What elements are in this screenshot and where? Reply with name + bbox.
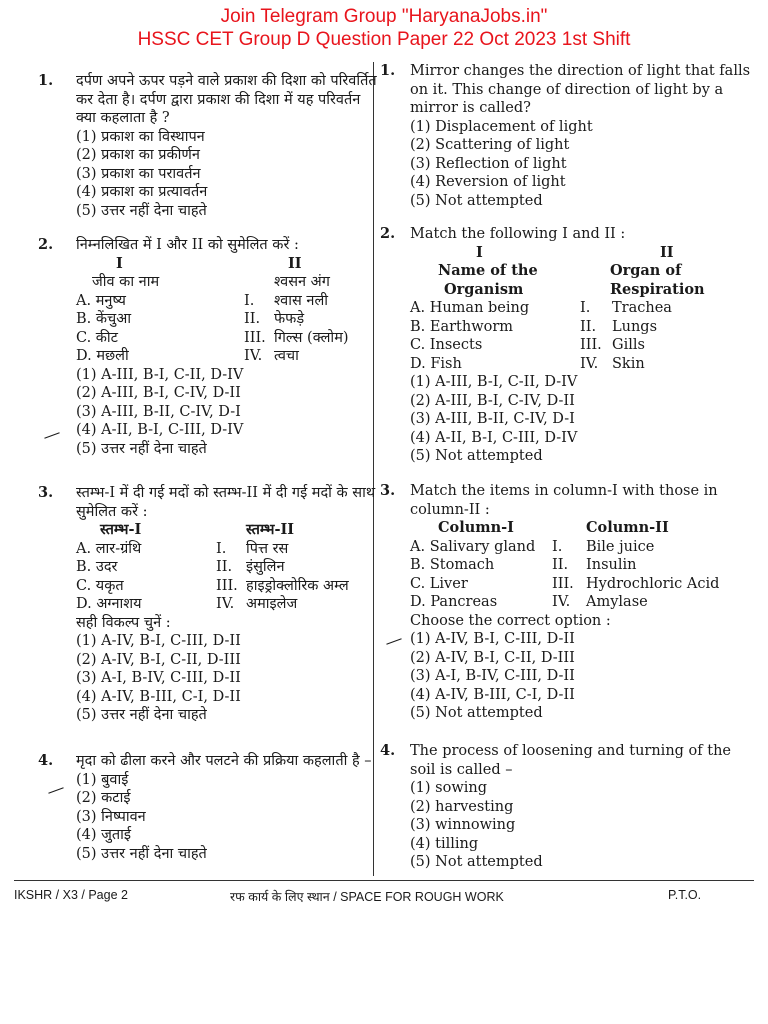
question-number: 2. [38,236,54,253]
question-number: 3. [380,482,396,499]
option: (2) A-IV, B-I, C-II, D-III [410,649,575,666]
match-row [76,540,376,559]
item-value: Skin [612,355,645,372]
option: (2) harvesting [410,798,514,815]
match-row [76,577,376,596]
item-label: C. कीट [76,329,118,346]
option: (2) A-III, B-I, C-IV, D-II [410,392,575,409]
question-number: 2. [380,225,396,242]
column-heading: स्तम्भ-II [246,521,295,538]
item-numeral: II. [244,311,261,327]
option: (5) उत्तर नहीं देना चाहते [76,845,207,862]
item-label: C. यकृत [76,577,124,594]
option: (1) sowing [410,780,487,796]
option: (5) Not attempted [410,448,543,464]
option: (5) उत्तर नहीं देना चाहते [76,440,207,457]
item-numeral: III. [216,577,238,594]
column-heading: I [116,254,123,272]
page-footer-code: IKSHR / X3 / Page 2 [14,888,128,902]
option: (4) A-IV, B-III, C-I, D-II [410,686,575,703]
match-row [76,595,376,614]
match-row [410,593,710,612]
option: (1) A-IV, B-I, C-III, D-II [76,633,241,649]
question-text: column-II : [410,501,490,518]
option: (3) winnowing [410,817,516,833]
item-label: A. Human being [410,300,530,316]
rough-work-label: रफ कार्य के लिए स्थान / SPACE FOR ROUGH WORK [230,890,504,904]
item-numeral: II. [580,318,597,335]
option: (4) प्रकाश का प्रत्यावर्तन [76,184,208,200]
question-text: mirror is called? [410,100,531,116]
item-label: D. Fish [410,355,462,372]
match-row [410,318,710,337]
column-heading: Organ of [610,262,682,279]
question-text: soil is called – [410,761,513,778]
item-numeral: III. [552,575,574,592]
item-numeral: IV. [244,348,263,364]
item-label: B. Earthworm [410,318,514,335]
option: (4) Reversion of light [410,174,566,190]
question-text: on it. This change of direction of light by a [410,81,724,98]
item-value: इंसुलिन [246,559,285,575]
option: (4) A-IV, B-III, C-I, D-II [76,688,241,705]
match-row [76,558,376,577]
question-number: 1. [38,72,54,89]
item-numeral: IV. [216,596,235,612]
question-text: Mirror changes the direction of light that falls [410,63,751,79]
item-label: A. लार-ग्रंथि [76,540,142,557]
item-value: Amylase [586,594,648,610]
option: (1) बुवाई [76,771,129,788]
item-value: हाइड्रोक्लोरिक अम्ल [246,577,349,594]
option: (1) A-III, B-I, C-II, D-IV [410,374,578,390]
column-heading: स्तम्भ-I [100,521,142,538]
item-value: श्वास नली [274,292,329,309]
item-value: अमाइलेज [246,596,298,612]
column-heading: श्वसन अंग [274,274,330,290]
option: (5) Not attempted [410,854,543,870]
item-value: Lungs [612,318,658,335]
item-value: पित्त रस [246,540,289,557]
option: (1) A-IV, B-I, C-III, D-II [410,631,575,647]
question-text: क्या कहलाता है ? [76,110,170,126]
option: (2) A-III, B-I, C-IV, D-II [76,385,241,401]
column-heading: I [476,243,483,261]
item-numeral: I. [244,292,255,309]
telegram-banner: Join Telegram Group "HaryanaJobs.in" [220,6,548,27]
item-value: Insulin [586,557,637,573]
item-numeral: II. [216,559,233,575]
question-number: 4. [38,752,54,769]
handwritten-tick-mark [386,638,401,644]
match-subheader [410,262,710,281]
match-row [410,556,710,575]
paper-title-banner: HSSC CET Group D Question Paper 22 Oct 2023 1st Shift [137,29,631,50]
pto-label: P.T.O. [668,888,702,902]
match-header [410,519,710,538]
match-header [410,244,710,263]
item-numeral: IV. [552,594,571,610]
question-text: दर्पण अपने ऊपर पड़ने वाले प्रकाश की दिशा को परिवर्तित [76,73,377,89]
item-label: D. मछली [76,348,129,364]
choose-prompt: Choose the correct option : [410,612,611,629]
footer-rule [14,880,754,881]
option: (3) A-I, B-IV, C-III, D-II [76,670,241,686]
match-subheader [410,281,710,300]
question-text: The process of loosening and turning of the [410,743,731,759]
item-label: B. केंचुआ [76,311,132,327]
item-label: C. Insects [410,337,483,353]
column-heading: II [288,254,302,272]
handwritten-tick-mark [48,787,63,793]
match-row [410,336,710,355]
match-row [76,329,376,348]
item-numeral: III. [580,337,602,353]
item-numeral: I. [552,538,563,555]
option: (3) Reflection of light [410,155,567,172]
handwritten-tick-mark [44,432,59,438]
option: (3) A-III, B-II, C-IV, D-I [410,411,575,427]
question-text: निम्नलिखित में I और II को सुमेलित करें : [76,237,299,253]
match-row [76,347,376,366]
column-heading: Name of the [438,262,538,279]
question-text: Match the items in column-I with those in [410,483,718,499]
item-label: A. मनुष्य [76,292,126,309]
question-text: मृदा को ढीला करने और पलटने की प्रक्रिया कहलाती है – [76,753,372,769]
column-heading: II [660,243,674,261]
option: (2) A-IV, B-I, C-II, D-III [76,651,241,668]
option: (5) उत्तर नहीं देना चाहते [76,707,207,723]
option: (4) A-II, B-I, C-III, D-IV [76,422,244,438]
column-heading: Column-II [586,519,669,536]
option: (2) कटाई [76,790,131,806]
question-text: सुमेलित करें : [76,503,148,520]
item-label: D. अग्नाशय [76,596,142,612]
match-row [76,310,376,329]
option: (3) निष्पावन [76,808,146,825]
item-value: फेफड़े [274,311,305,327]
match-row [410,299,710,318]
item-numeral: III. [244,329,266,346]
match-row [410,575,720,594]
option: (3) A-I, B-IV, C-III, D-II [410,668,575,684]
item-value: Bile juice [586,538,655,555]
option: (4) tilling [410,835,479,852]
option: (2) Scattering of light [410,137,570,153]
option: (3) A-III, B-II, C-IV, D-I [76,403,241,420]
option: (2) प्रकाश का प्रकीर्णन [76,147,200,163]
item-numeral: II. [552,557,569,573]
option: (1) A-III, B-I, C-II, D-IV [76,366,244,383]
item-label: B. Stomach [410,557,495,573]
option: (1) Displacement of light [410,118,593,135]
column-heading: जीव का नाम [92,274,160,290]
column-heading: Respiration [610,280,705,298]
option: (5) उत्तर नहीं देना चाहते [76,202,207,219]
item-label: D. Pancreas [410,594,498,610]
item-label: C. Liver [410,575,468,592]
match-row [410,355,710,374]
match-header [76,521,376,540]
question-number: 4. [380,742,396,759]
item-label: A. Salivary gland [410,538,536,555]
question-number: 1. [380,62,396,79]
question-text: कर देता है। दर्पण द्वारा प्रकाश की दिशा में यह परिवर्तन [76,91,361,108]
match-header [76,255,376,274]
column-heading: Organism [444,280,524,298]
match-row [410,538,710,557]
option: (5) Not attempted [410,705,543,721]
item-numeral: IV. [580,355,599,372]
option: (4) जुताई [76,827,132,843]
item-value: Gills [612,337,645,353]
item-label: B. उदर [76,559,118,575]
item-numeral: I. [216,540,227,557]
item-value: त्वचा [274,348,299,364]
item-value: Hydrochloric Acid [586,575,720,592]
item-numeral: I. [580,300,591,316]
option: (1) प्रकाश का विस्थापन [76,128,205,145]
option: (4) A-II, B-I, C-III, D-IV [410,429,578,446]
question-text: स्तम्भ-I में दी गई मदों को स्तम्भ-II में दी गई मदों के साथ [76,485,376,501]
option: (3) प्रकाश का परावर्तन [76,165,201,182]
question-text: Match the following I and II : [410,226,626,242]
item-value: Trachea [612,300,672,316]
match-subheader [76,273,376,292]
option: (5) Not attempted [410,192,543,209]
item-value: गिल्स (क्लोम) [274,329,349,346]
choose-prompt: सही विकल्प चुनें : [76,614,171,631]
question-number: 3. [38,484,54,501]
column-heading: Column-I [438,519,514,536]
match-row [76,292,376,311]
